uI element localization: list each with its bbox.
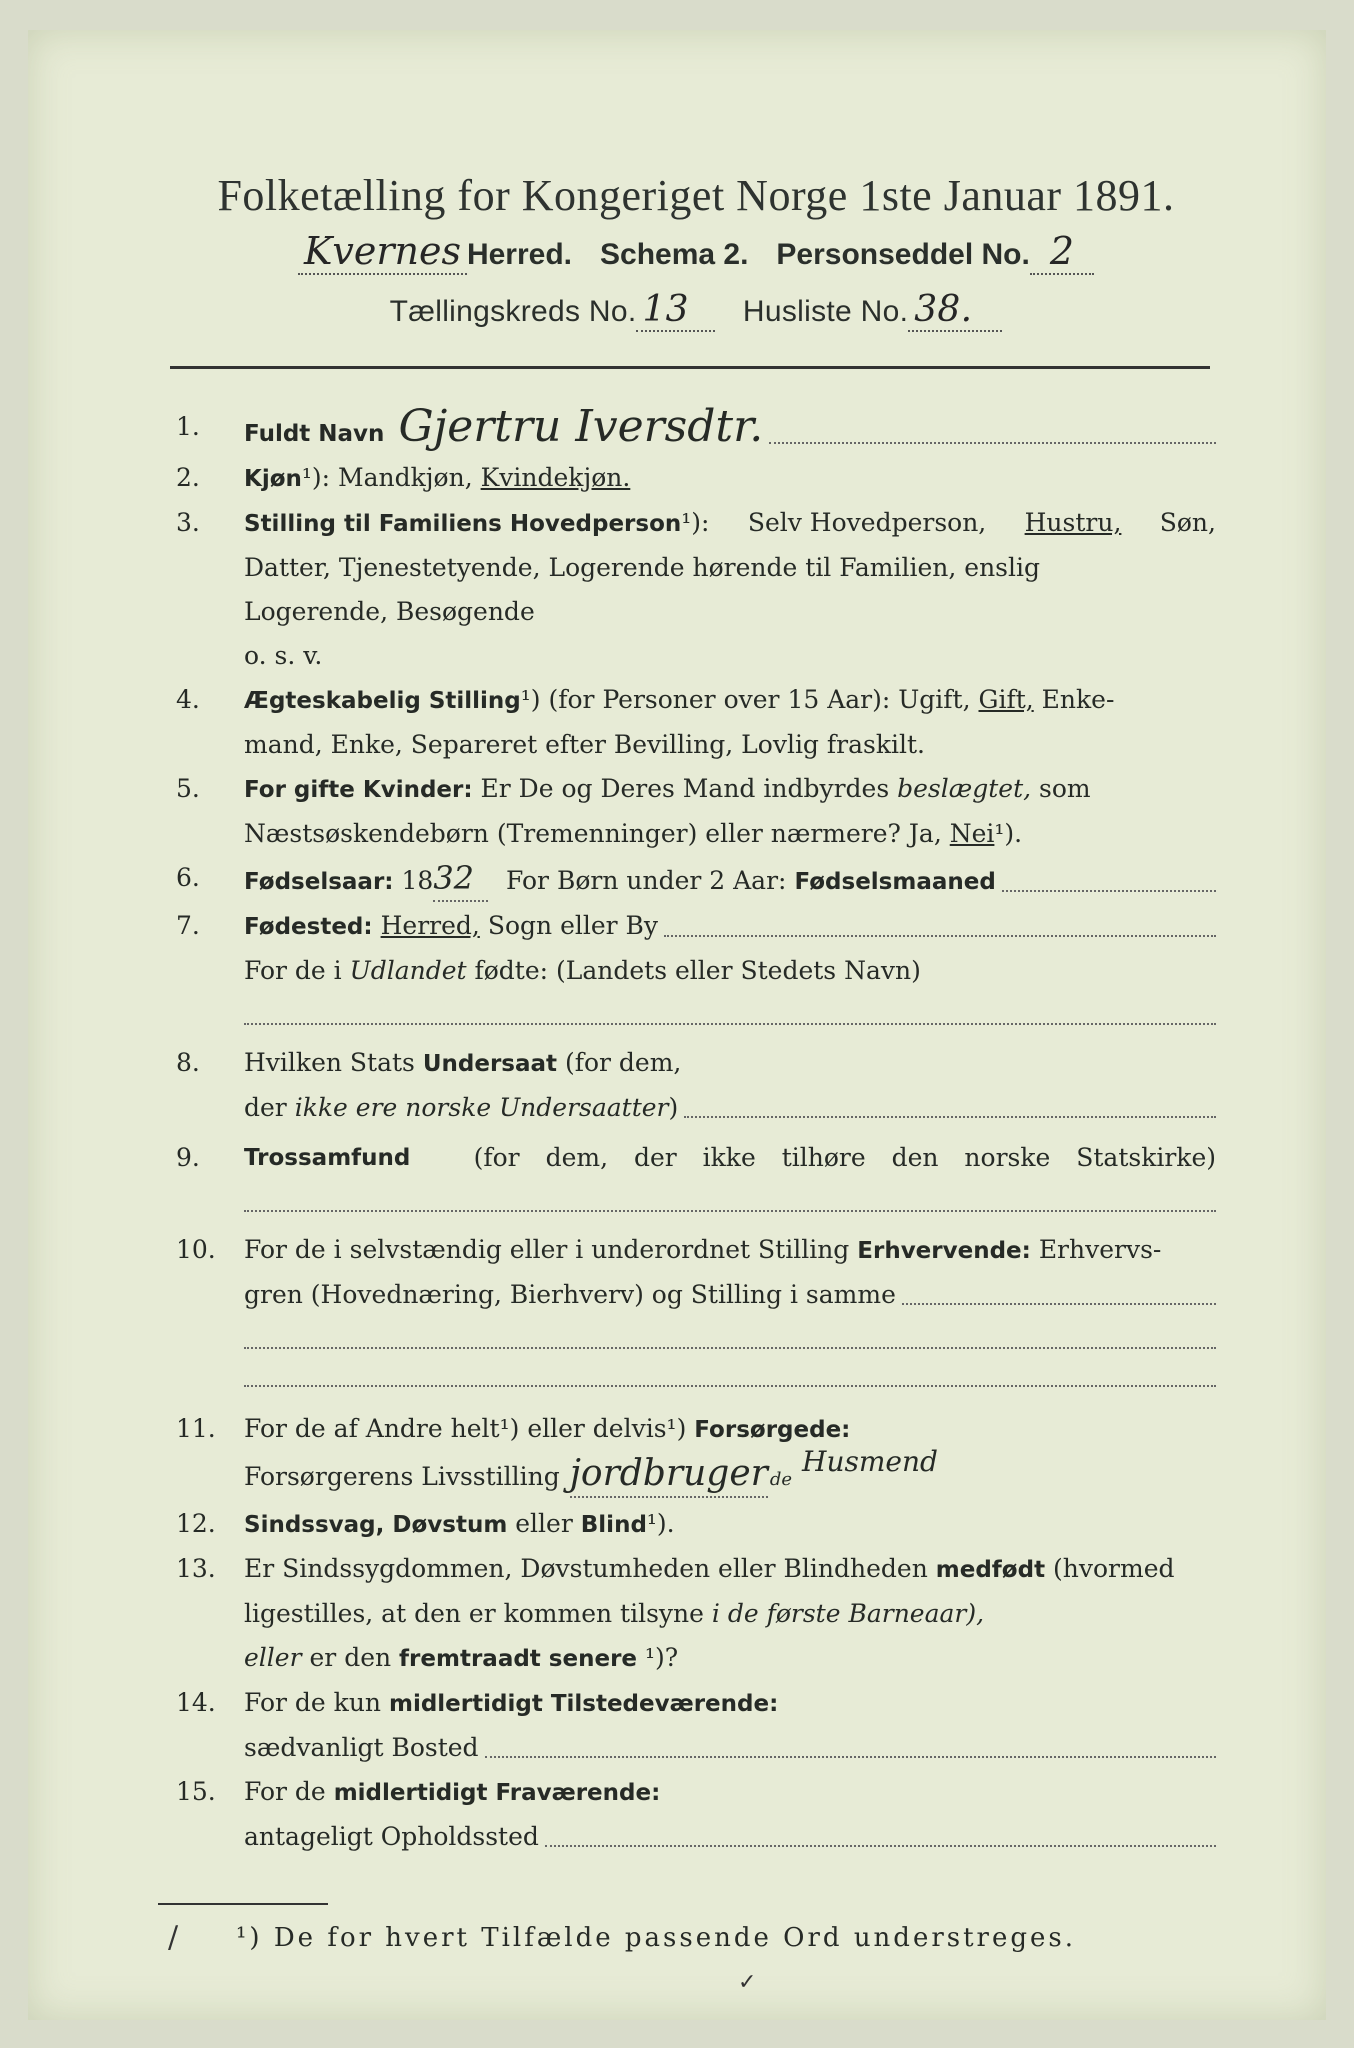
taellingskreds-value: 13 xyxy=(636,289,714,332)
q7-text: Sogn eller By xyxy=(487,911,659,940)
q6-text: For Børn under 2 Aar: xyxy=(506,866,787,895)
question-3 xyxy=(176,501,1216,678)
q5-line-2a: Næstsøskendebørn (Tremenninger) eller nærmere? Ja, xyxy=(244,819,942,848)
header-line-1 xyxy=(176,229,1216,275)
q5-line-2b: ¹). xyxy=(994,819,1023,848)
question-7 xyxy=(176,904,1216,1031)
header-line-2 xyxy=(176,289,1216,332)
q3-text-b: Søn, xyxy=(1159,508,1216,537)
q11-sup: ¹) xyxy=(499,1414,520,1443)
q2-option-female: Kvindekjøn. xyxy=(480,463,631,492)
q14-line-2: sædvanligt Bosted xyxy=(244,1733,479,1762)
q1-label: Fuldt Navn xyxy=(244,421,385,447)
q4-label: Ægteskabelig Stilling xyxy=(244,688,521,714)
question-4 xyxy=(176,678,1216,767)
q10-text-b: Erhvervs- xyxy=(1038,1235,1162,1264)
q10-line-2: gren (Hovednæring, Bierhverv) og Stilling i samme xyxy=(244,1280,896,1309)
q10-label: Erhvervende: xyxy=(857,1238,1031,1264)
q8-line-2-italic: ikke ere norske Undersaatter xyxy=(294,1093,669,1122)
q2-option-male: Mandkjøn, xyxy=(338,463,473,492)
q2-sup: ¹): xyxy=(301,463,331,492)
q1-answer: Gjertru Iversdtr. xyxy=(398,401,764,452)
question-15 xyxy=(176,1770,1216,1859)
question-number: 13. xyxy=(176,1554,216,1583)
q3-option-hustru: Hustru, xyxy=(1024,508,1122,537)
ink-mark: ✓ xyxy=(738,1970,757,1995)
q15-label: midlertidigt Fraværende: xyxy=(333,1780,661,1806)
q9-text: (for dem, der ikke tilhøre den norske Statskirke) xyxy=(473,1143,1216,1172)
q4-line-2: mand, Enke, Separeret efter Bevilling, Lovlig fraskilt. xyxy=(244,730,925,759)
question-number: 2. xyxy=(176,463,200,492)
census-form-page xyxy=(28,30,1326,2020)
q11-text-a: For de af Andre helt xyxy=(244,1414,500,1443)
husliste-label: Husliste No. xyxy=(742,295,909,328)
q13-text-a: Er Sindssygdommen, Døvstumheden eller Blindheden xyxy=(244,1554,928,1583)
footnote: ¹) De for hvert Tilfælde passende Ord understreges. xyxy=(236,1923,1077,1953)
question-5 xyxy=(176,767,1216,856)
header-divider xyxy=(170,366,1210,369)
q8-text-a: Hvilken Stats xyxy=(244,1048,415,1077)
q11-text-b: eller delvis xyxy=(527,1414,667,1443)
question-number: 12. xyxy=(176,1509,216,1538)
herred-value: Kvernes xyxy=(298,229,467,275)
question-12 xyxy=(176,1502,1216,1547)
q13-line-3-label: fremtraadt senere xyxy=(399,1646,638,1672)
q13-line-3-italic: eller xyxy=(244,1643,302,1672)
herred-label: Herred. xyxy=(466,238,572,271)
question-number: 7. xyxy=(176,911,200,940)
question-number: 8. xyxy=(176,1048,200,1077)
q5-option-nei: Nei xyxy=(949,819,995,848)
q11-label: Forsørgede: xyxy=(694,1417,851,1443)
question-number: 15. xyxy=(176,1777,216,1806)
question-8 xyxy=(176,1041,1216,1130)
q8-line-2b: ) xyxy=(668,1093,679,1122)
q5-text-b: som xyxy=(1039,774,1091,803)
q3-line-4: o. s. v. xyxy=(244,641,323,670)
q13-line-3b: ¹)? xyxy=(644,1643,679,1672)
personseddel-value: 2 xyxy=(1030,229,1094,275)
husliste-value: 38. xyxy=(908,289,1002,332)
form-content xyxy=(176,170,1216,1953)
q12-text: eller xyxy=(515,1509,573,1538)
q8-text-b: (for dem, xyxy=(564,1048,682,1077)
q7-line-2b: fødte: (Landets eller Stedets Navn) xyxy=(474,956,921,985)
question-11 xyxy=(176,1407,1216,1502)
q11-sup-2: ¹) xyxy=(666,1414,687,1443)
q2-label: Kjøn xyxy=(244,466,302,492)
q7-blank-line xyxy=(244,993,1216,1025)
q11-answer-2: Husmend xyxy=(802,1445,938,1478)
q8-line-2a: der xyxy=(244,1093,287,1122)
q13-label: medfødt xyxy=(935,1557,1046,1583)
question-13 xyxy=(176,1547,1216,1681)
question-number: 11. xyxy=(176,1414,216,1443)
q5-label: For gifte Kvinder: xyxy=(244,777,473,803)
q11-line-2: Forsørgerens Livsstilling xyxy=(244,1462,560,1491)
personseddel-label: Personseddel No. xyxy=(776,238,1030,271)
form-title: Folketælling for Kongeriget Norge 1ste Januar 1891. xyxy=(217,171,1175,220)
q12-sup: ¹). xyxy=(646,1509,675,1538)
q7-label: Fødested: xyxy=(244,914,373,940)
question-14 xyxy=(176,1681,1216,1770)
q11-answer-suffix: de xyxy=(769,1469,793,1490)
q3-label: Stilling til Familiens Hovedperson xyxy=(244,511,682,537)
taellingskreds-label: Tællingskreds No. xyxy=(389,295,637,328)
q10-text-a: For de i selvstændig eller i underordnet Stilling xyxy=(244,1235,850,1264)
q4-sup: ¹) xyxy=(520,685,541,714)
q15-line-2: antageligt Opholdssted xyxy=(244,1822,539,1851)
q3-line-2: Datter, Tjenestetyende, Logerende hørende til Familien, enslig xyxy=(244,553,1041,582)
question-number: 5. xyxy=(176,774,200,803)
question-9 xyxy=(176,1136,1216,1218)
question-6 xyxy=(176,856,1216,904)
q7-line-2a: For de i xyxy=(244,956,342,985)
footnote-divider xyxy=(158,1903,328,1905)
q5-text-a: Er De og Deres Mand indbyrdes xyxy=(480,774,890,803)
q13-line-2a: ligestilles, at den er kommen tilsyne xyxy=(244,1599,704,1628)
q3-text-a: Selv Hovedperson, xyxy=(747,508,987,537)
question-number: 1. xyxy=(176,412,200,441)
q13-text-b: (hvormed xyxy=(1053,1554,1175,1583)
q14-label: midlertidigt Tilstedeværende: xyxy=(388,1691,779,1717)
q12-label-2: Blind xyxy=(580,1512,647,1538)
q13-line-2-italic: i de første Barneaar), xyxy=(711,1599,985,1628)
q6-prefix: 18 xyxy=(401,866,434,895)
q6-label-2: Fødselsmaaned xyxy=(794,869,996,895)
q10-blank-line-1 xyxy=(244,1317,1216,1349)
q14-text-a: For de kun xyxy=(244,1688,382,1717)
q10-blank-line-2 xyxy=(244,1355,1216,1387)
q4-option-gift: Gift, xyxy=(978,685,1034,714)
q7-option-herred: Herred, xyxy=(380,911,480,940)
q8-label: Undersaat xyxy=(422,1051,558,1077)
q4-text-b: Enke- xyxy=(1041,685,1115,714)
q13-line-3a: er den xyxy=(309,1643,392,1672)
q12-label: Sindssvag, Døvstum xyxy=(244,1512,508,1538)
question-number: 10. xyxy=(176,1235,216,1264)
q9-blank-line xyxy=(244,1180,1216,1212)
q4-text-a: (for Personer over 15 Aar): Ugift, xyxy=(548,685,971,714)
pencil-mark: / xyxy=(168,1920,179,1955)
question-10 xyxy=(176,1228,1216,1393)
q7-line-2-italic: Udlandet xyxy=(349,956,467,985)
question-number: 6. xyxy=(176,863,200,892)
question-number: 9. xyxy=(176,1143,200,1172)
q6-label: Fødselsaar: xyxy=(244,869,394,895)
question-number: 3. xyxy=(176,508,200,537)
q11-answer: jordbruger xyxy=(570,1452,768,1498)
question-number: 4. xyxy=(176,685,200,714)
question-2 xyxy=(176,456,1216,501)
q15-text-a: For de xyxy=(244,1777,326,1806)
q3-line-3: Logerende, Besøgende xyxy=(244,597,535,626)
question-number: 14. xyxy=(176,1688,216,1717)
q9-label: Trossamfund xyxy=(244,1145,411,1171)
q5-text-italic: beslægtet, xyxy=(897,774,1032,803)
q6-answer: 32 xyxy=(433,856,488,902)
schema-label: Schema 2. xyxy=(600,238,749,271)
question-1 xyxy=(176,401,1216,456)
q3-sup: ¹): xyxy=(681,508,710,537)
